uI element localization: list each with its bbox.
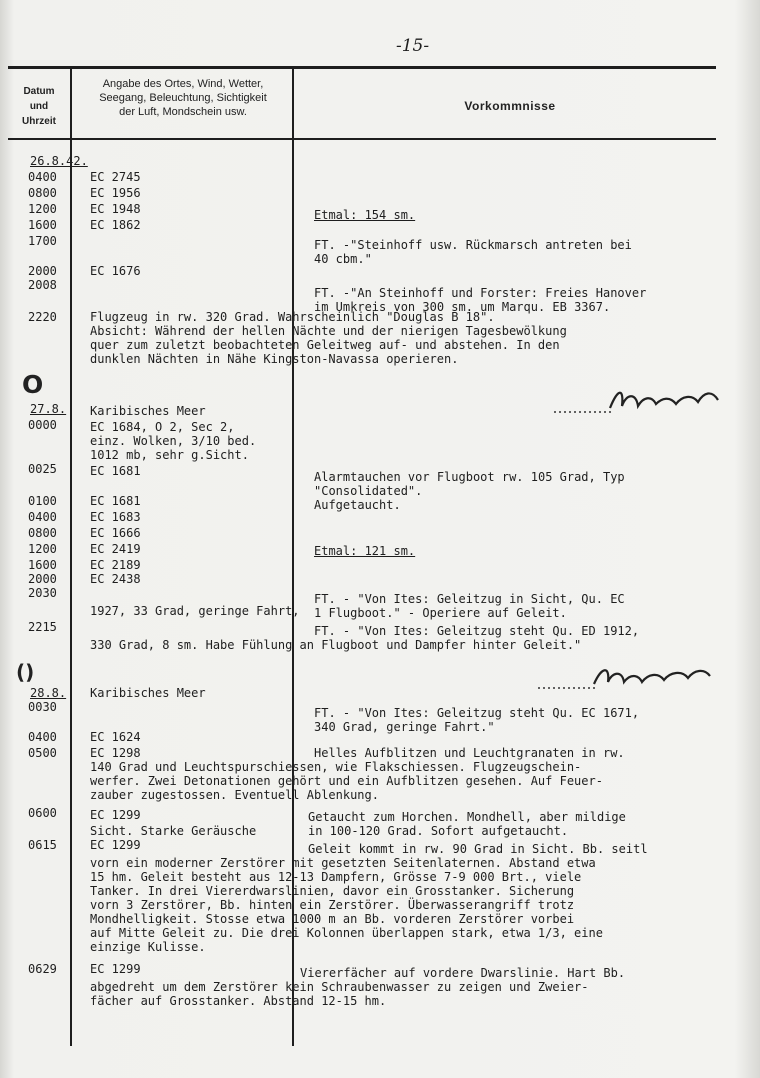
time-entry: 0629 [28, 962, 57, 976]
etmal-27-8: Etmal: 121 sm. [314, 544, 416, 558]
date-27-8: 27.8. [30, 402, 67, 416]
event-text: abgedreht um dem Zerstörer kein Schraubenwasser zu zeigen und Zweier- fächer auf Grosstanker. Abstand 12-15 hm. [90, 980, 589, 1008]
position-entry: EC 1299 [90, 962, 141, 976]
time-entry: 1200 [28, 202, 57, 216]
event-text: FT. -"An Steinhoff und Forster: Freies Hanover im Umkreis von 300 sm. um Marqu. EB 3367. [314, 286, 647, 314]
header-bottom-rule [8, 138, 716, 140]
position-entry: EC 2438 [90, 572, 141, 586]
header-location-line: der Luft, Mondschein usw. [119, 106, 247, 118]
etmal-26-8: Etmal: 154 sm. [314, 208, 416, 222]
time-entry: 0400 [28, 730, 57, 744]
time-entry: 2008 [28, 278, 57, 292]
time-entry: 1600 [28, 558, 57, 572]
weather-entry: EC 1684, O 2, Sec 2, einz. Wolken, 3/10 bed. 1012 mb, sehr g.Sicht. [90, 420, 257, 462]
time-entry: 2215 [28, 620, 57, 634]
event-text: Alarmtauchen vor Flugboot rw. 105 Grad, Typ "Consolidated". Aufgetaucht. [314, 470, 625, 512]
time-entry: 0100 [28, 494, 57, 508]
date-26-8-42: 26.8.42. [30, 154, 88, 168]
event-text: Helles Aufblitzen und Leuchtgranaten in rw. [314, 746, 625, 760]
time-entry: 0025 [28, 462, 57, 476]
column-divider-1 [70, 66, 72, 1046]
event-text: 330 Grad, 8 sm. Habe Fühlung an Flugboot und Dampfer hinter Geleit." [90, 638, 582, 652]
column-header-date [8, 84, 70, 129]
event-text: FT. -"Steinhoff usw. Rückmarsch antreten bei 40 cbm." [314, 238, 632, 266]
position-entry: EC 1666 [90, 526, 141, 540]
time-entry: 0400 [28, 170, 57, 184]
time-entry: 2000 [28, 572, 57, 586]
moon-phase-symbol: O [22, 370, 44, 399]
signature-2 [536, 664, 716, 696]
event-text: vorn ein moderner Zerstörer mit gesetzten Seitenlaternen. Abstand etwa 15 hm. Geleit besteht aus 12-13 Dampfern, Grösse 7-9 000 Brt., viele Tanker. In drei Viererdwarslinien, davor ein Grosstanker. Sicherung vorn 3 Zerstörer, Bb. hinten ein Zerstörer. Überwasserangriff trotz Mondhelligkeit. Stosse etwa 1000 m an Bb. vorderen Zerstörer vorbei auf Mitte Geleit zu. Die drei Kolonnen überlappen stark, etwa 1/3, eine einzige Kulisse. [90, 856, 603, 954]
header-location-line: Angabe des Ortes, Wind, Wetter, [102, 78, 264, 90]
location-entry: Karibisches Meer [90, 686, 206, 700]
column-header-location [76, 77, 290, 119]
moon-phase-symbol: () [16, 660, 35, 684]
event-text: FT. - "Von Ites: Geleitzug steht Qu. EC 1671, 340 Grad, geringe Fahrt." [314, 706, 640, 734]
time-entry: 1700 [28, 234, 57, 248]
position-entry: EC 2419 [90, 542, 141, 556]
position-entry: EC 1299 [90, 838, 141, 852]
date-28-8: 28.8. [30, 686, 67, 700]
time-entry: 0800 [28, 186, 57, 200]
header-top-rule [8, 66, 716, 69]
position-entry: EC 1298 [90, 746, 141, 760]
time-entry: 1200 [28, 542, 57, 556]
time-entry: 0615 [28, 838, 57, 852]
position-entry: EC 1681 [90, 464, 141, 478]
position-entry: EC 2189 [90, 558, 141, 572]
position-entry: EC 1624 [90, 730, 141, 744]
event-text: Geleit kommt in rw. 90 Grad in Sicht. Bb. seitl [308, 842, 648, 856]
time-entry: 0000 [28, 418, 57, 432]
position-entry: EC 1681 [90, 494, 141, 508]
time-entry: 2220 [28, 310, 57, 324]
position-entry: EC 1956 [90, 186, 141, 200]
header-date-line: Datum [23, 86, 55, 97]
position-entry: EC 1683 [90, 510, 141, 524]
header-location-line: Seegang, Beleuchtung, Sichtigkeit [99, 92, 267, 104]
header-date-line: und [29, 101, 49, 112]
time-entry: 2000 [28, 264, 57, 278]
weather-entry: Sicht. Starke Geräusche [90, 824, 257, 838]
event-text: 140 Grad und Leuchtspurschiessen, wie Flakschiessen. Flugzeugschein- werfer. Zwei Detonationen gehört und ein Aufblitzen gesehen. Auf Feuer- zauber zugestossen. Eventuell Ablenkung. [90, 760, 603, 802]
event-text: Flugzeug in rw. 320 Grad. Wahrscheinlich "Douglas B 18". Absicht: Während der hellen Nächte und der nierigen Tagesbewölkung quer zum zuletzt beobachteten Geleitweg auf- und abstehen. In den dunklen Nächten in Nähe Kingston-Navassa operieren. [90, 310, 567, 366]
position-entry: EC 1862 [90, 218, 141, 232]
position-entry: EC 1948 [90, 202, 141, 216]
time-entry: 1600 [28, 218, 57, 232]
event-text: FT. - "Von Ites: Geleitzug steht Qu. ED 1912, [314, 624, 640, 638]
signature-1 [552, 384, 722, 420]
event-text: 1927, 33 Grad, geringe Fahrt, [90, 604, 307, 618]
time-entry: 2030 [28, 586, 57, 600]
event-text: Viererfächer auf vordere Dwarslinie. Hart Bb. [300, 966, 626, 980]
time-entry: 0500 [28, 746, 57, 760]
header-date-line: Uhrzeit [22, 116, 56, 127]
column-header-events: Vorkommnisse [464, 99, 556, 113]
page-number: -15- [396, 36, 430, 56]
position-entry: EC 1676 [90, 264, 141, 278]
time-entry: 0800 [28, 526, 57, 540]
time-entry: 0600 [28, 806, 57, 820]
event-text: Getaucht zum Horchen. Mondhell, aber mildige in 100-120 Grad. Sofort aufgetaucht. [308, 810, 626, 838]
position-entry: EC 2745 [90, 170, 141, 184]
time-entry: 0400 [28, 510, 57, 524]
time-entry: 0030 [28, 700, 57, 714]
event-text: FT. - "Von Ites: Geleitzug in Sicht, Qu. EC 1 Flugboot." - Operiere auf Geleit. [314, 592, 625, 620]
position-entry: EC 1299 [90, 808, 141, 822]
location-entry: Karibisches Meer [90, 404, 206, 418]
